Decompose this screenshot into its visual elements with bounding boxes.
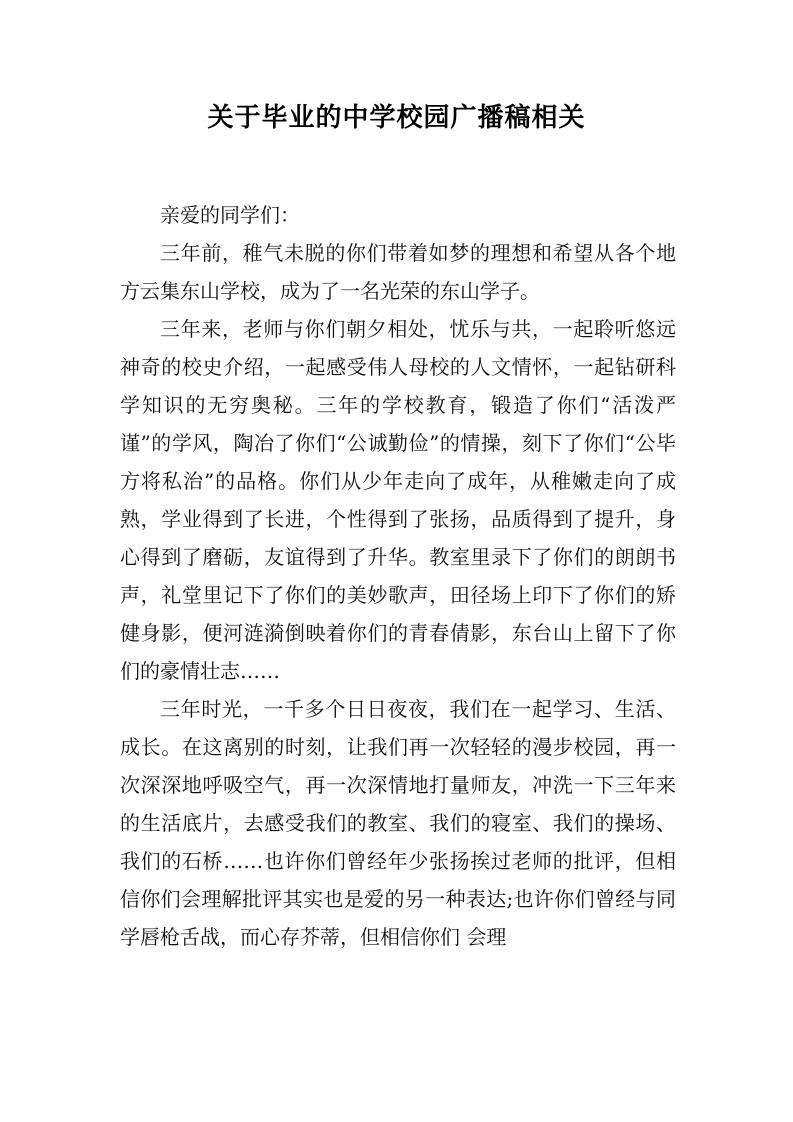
paragraph-1: 三年前，稚气未脱的你们带着如梦的理想和希望从各个地方云集东山学校，成为了一名光荣的东山学子。 xyxy=(120,241,676,303)
paragraph-greeting: 亲爱的同学们： xyxy=(160,203,300,227)
paragraph-3: 三年时光，一千多个日日夜夜，我们在一起学习、生活、成长。在这离别的时刻，让我们再一次轻轻的漫步校园，再一次深深地呼吸空气，再一次深情地打量师友，冲洗一下三年来的生活底片，去感受我们的教室、我们的寝室、我们的操场、我们的石桥……也许你们曾经年少张扬挨过老师的批评，但相信你们会理解批评其实也是爱的另一种表达;也许你们曾经与同学唇枪舌战，而心存芥蒂，但相信你们 会理 xyxy=(120,697,676,949)
document-title: 关于毕业的中学校园广播稿相关 xyxy=(207,103,586,133)
document-body xyxy=(120,196,676,956)
paragraph-2: 三年来，老师与你们朝夕相处，忧乐与共，一起聆听悠远神奇的校史介绍，一起感受伟人母校的人文情怀，一起钻研科学知识的无穷奥秘。三年的学校教育，锻造了你们“活泼严谨”的学风，陶冶了你们“公诚勤俭”的情操，刻下了你们“公毕方将私治”的品格。你们从少年走向了成年，从稚嫩走向了成熟，学业得到了长进，个性得到了张扬，品质得到了提升，身心得到了磨砺，友谊得到了升华。教室里录下了你们的朗朗书声，礼堂里记下了你们的美妙歌声，田径场上印下了你们的矫健身影，便河涟漪倒映着你们的青春倩影，东台山上留下了你们的豪情壮志…… xyxy=(120,317,676,683)
